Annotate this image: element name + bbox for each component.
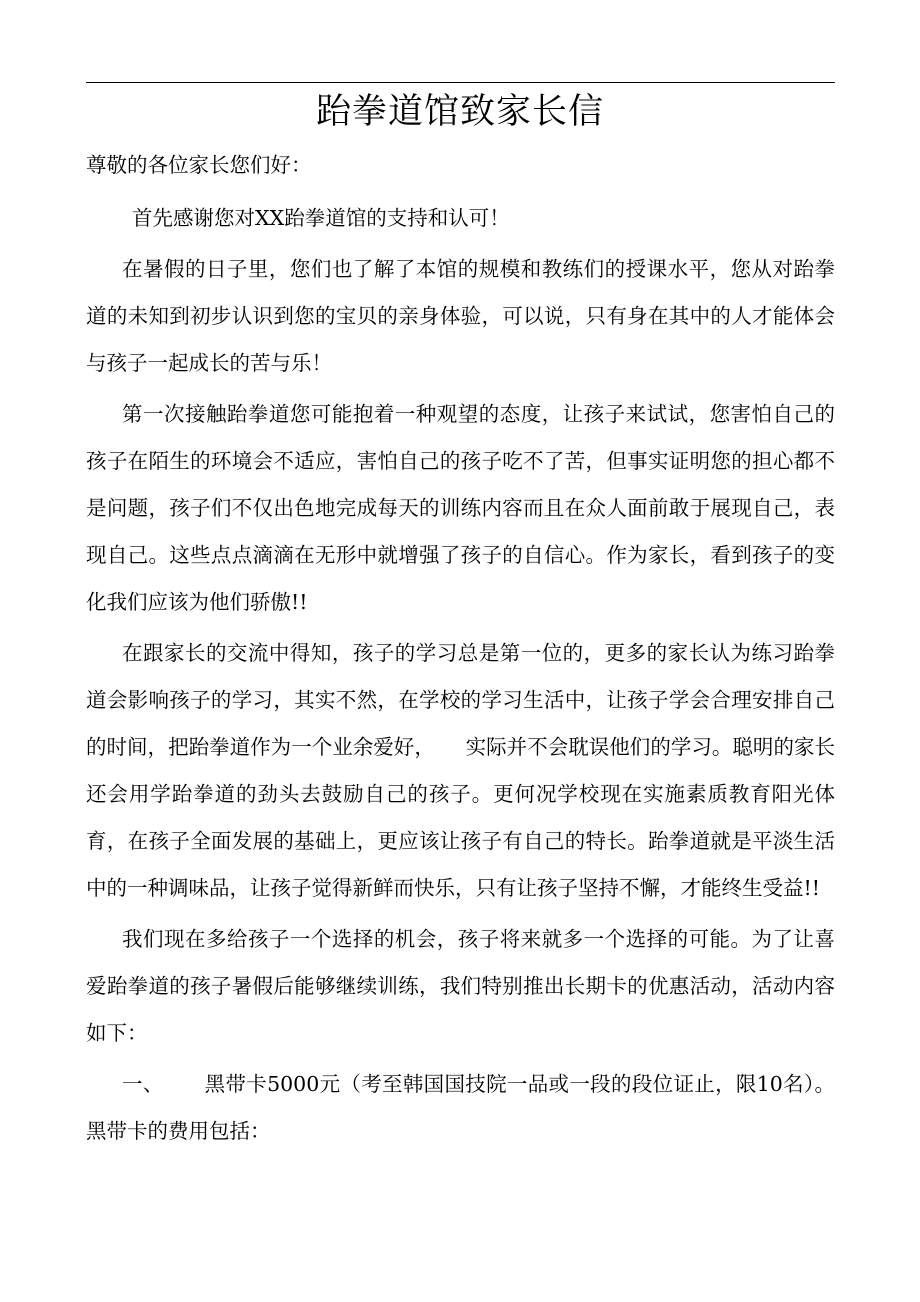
paragraph-study: 在跟家长的交流中得知，孩子的学习总是第一位的，更多的家长认为练习跆拳道会影响孩子的学习，其实不然，在学校的学习生活中，让孩子学会合理安排自己的时间，把跆拳道作为一个业余爱好， 实际并不会耽误他们的学习。聪明的家长还会用学跆拳道的劲头去鼓励自己的孩子。更何况学校现在实施素质教育阳光体育，在孩子全面发展的基础上，更应该让孩子有自己的特长。跆拳道就是平淡生活中的一种调味品，让孩子觉得新鲜而快乐，只有让孩子坚持不懈，才能终生受益!! (86, 641, 835, 900)
paragraph-summer: 在暑假的日子里，您们也了解了本馆的规模和教练们的授课水平，您从对跆拳道的未知到初步认识到您的宝贝的亲身体验，可以说，只有身在其中的人才能体会与孩子一起成长的苦与乐！ (86, 257, 835, 375)
header-rule (86, 82, 835, 83)
salutation: 尊敬的各位家长您们好： (86, 153, 312, 177)
list-item (86, 1061, 835, 1155)
paragraph-first-contact: 第一次接触跆拳道您可能抱着一种观望的态度，让孩子来试试，您害怕自己的孩子在陌生的环境会不适应，害怕自己的孩子吃不了苦，但事实证明您的担心都不是问题，孩子们不仅出色地完成每天的训练内容而且在众人面前敢于展现自己，表现自己。这些点点滴滴在无形中就增强了孩子的自信心。作为家长，看到孩子的变化我们应该为他们骄傲!! (86, 402, 835, 614)
list-item-marker: 一、 (122, 1072, 164, 1096)
list-item-text: 黑带卡5000元（考至韩国国技院一品或一段的段位证止，限10名）。黑带卡的费用包括： (86, 1072, 835, 1143)
paragraph-offer: 我们现在多给孩子一个选择的机会，孩子将来就多一个选择的可能。为了让喜爱跆拳道的孩子暑假后能够继续训练，我们特别推出长期卡的优惠活动，活动内容如下： (86, 927, 835, 1045)
letter-body (86, 142, 835, 1155)
thanks-paragraph: 首先感谢您对XX跆拳道馆的支持和认可！ (132, 206, 510, 230)
letter-title: 跆拳道馆致家长信 (315, 92, 604, 132)
